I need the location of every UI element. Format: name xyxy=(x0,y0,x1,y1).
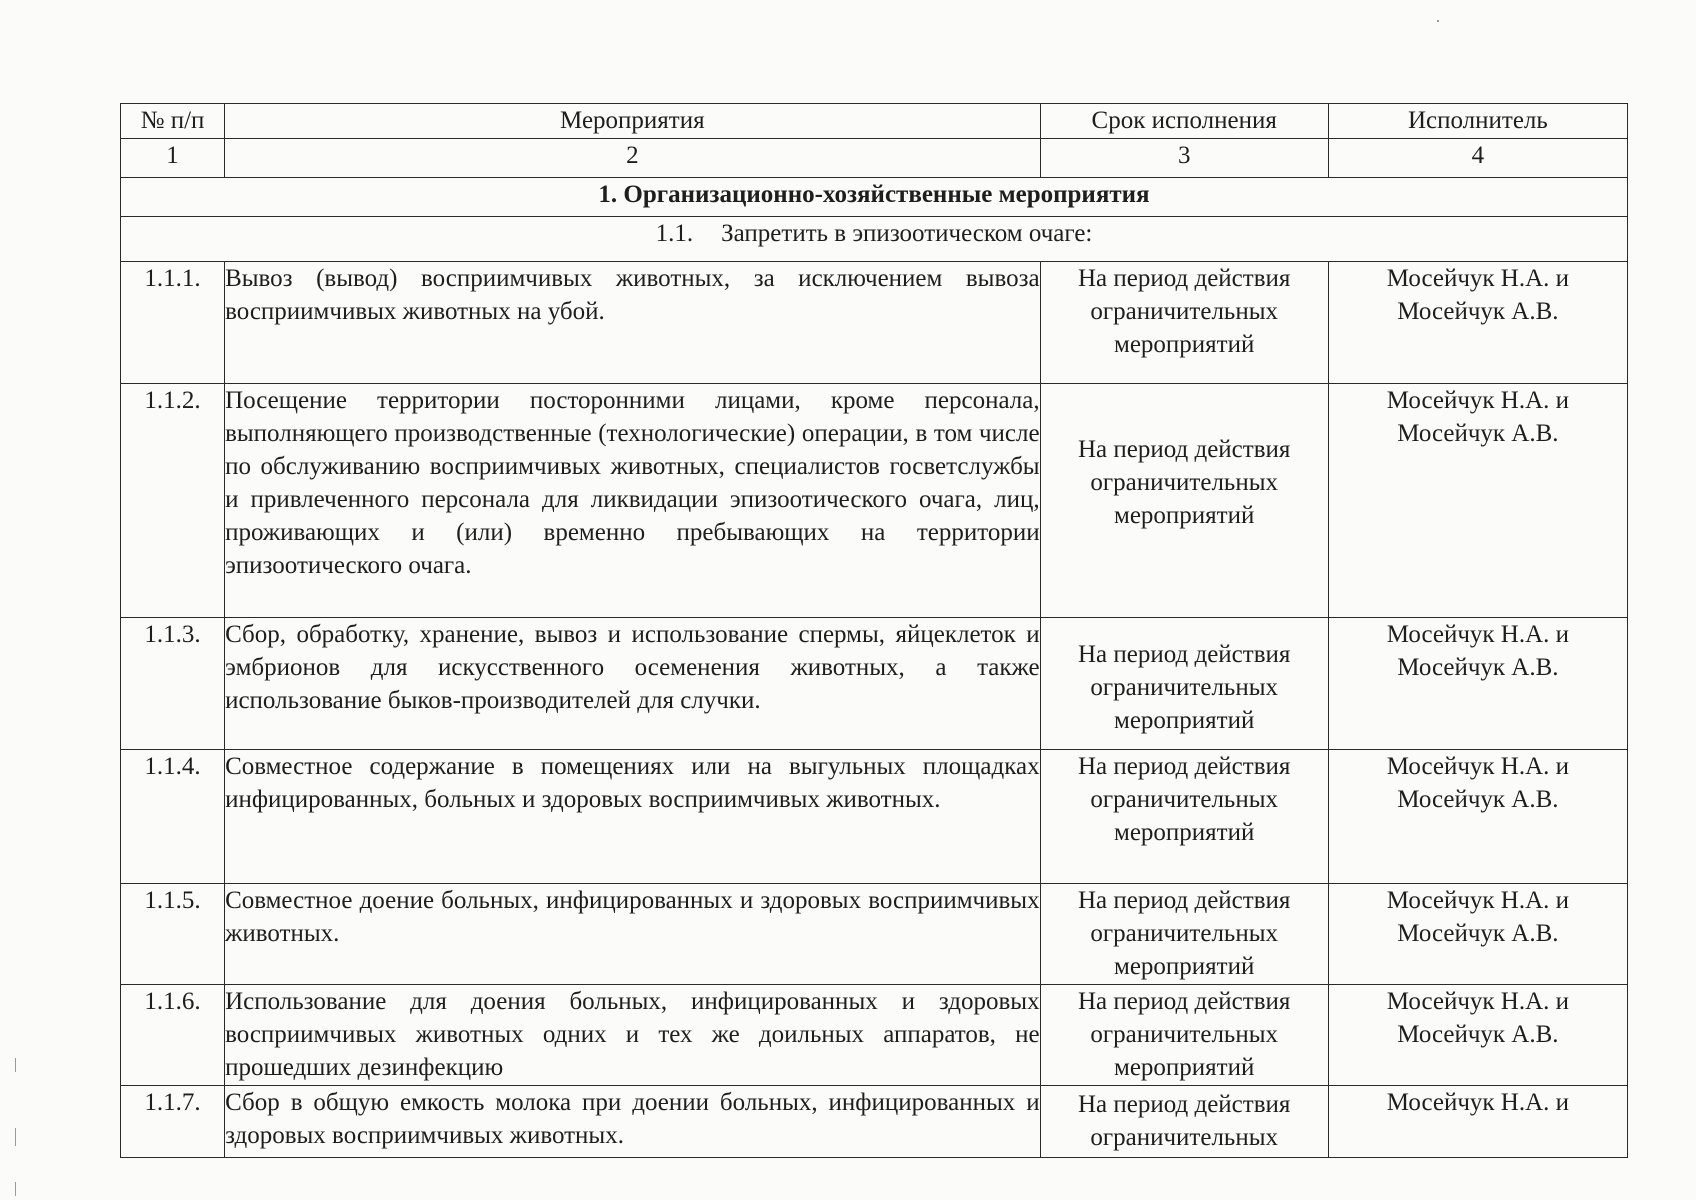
header-deadline: Срок исполнения xyxy=(1040,104,1328,139)
row-executor xyxy=(1328,884,1627,985)
scan-speck xyxy=(1437,20,1439,22)
table-row xyxy=(121,985,1628,1086)
table-row xyxy=(121,750,1628,884)
row-deadline: На период действия ограничительных мероприятий xyxy=(1040,262,1328,384)
executor-line: Мосейчук А.В. xyxy=(1397,786,1559,813)
executor-line: Мосейчук Н.А. и xyxy=(1386,387,1570,414)
row-executor xyxy=(1328,750,1627,884)
row-measure: Посещение территории посторонними лицами, кроме персонала, выполняющего производственные (технологические) операции, в том числе по обслуживанию восприимчивых животных, специалистов госветслужбы и привлеченного персонала для ликвидации эпизоотического очага, лиц, проживающих и (или) временно пребывающих на территории эпизоотического очага. xyxy=(225,384,1041,618)
row-measure: Сбор в общую емкость молока при доении больных, инфицированных и здоровых восприимчивых животных. xyxy=(225,1086,1041,1158)
table-row xyxy=(121,884,1628,985)
executor-line: Мосейчук Н.А. и xyxy=(1386,1089,1570,1116)
subsection-number: 1.1. xyxy=(655,220,694,247)
row-deadline: На период действия ограничительных xyxy=(1040,1086,1328,1158)
row-measure: Сбор, обработку, хранение, вывоз и использование спермы, яйцеклеток и эмбрионов для искусственного осеменения животных, а также использование быков-производителей для случки. xyxy=(225,618,1041,750)
table-row xyxy=(121,384,1628,618)
executor-line: Мосейчук Н.А. и xyxy=(1386,265,1570,292)
column-number-row xyxy=(121,139,1628,178)
header-measures: Мероприятия xyxy=(225,104,1041,139)
row-deadline: На период действия ограничительных мероприятий xyxy=(1040,750,1328,884)
executor-line: Мосейчук Н.А. и xyxy=(1386,887,1570,914)
row-executor xyxy=(1328,262,1627,384)
executor-line: Мосейчук А.В. xyxy=(1397,1021,1559,1048)
row-measure: Использование для доения больных, инфицированных и здоровых восприимчивых животных одних и тех же доильных аппаратов, не прошедших дезинфекцию xyxy=(225,985,1041,1086)
section-row xyxy=(121,178,1628,217)
row-number: 1.1.6. xyxy=(121,985,225,1086)
measures-table xyxy=(120,103,1628,1158)
section-title: 1. Организационно-хозяйственные мероприятия xyxy=(121,178,1628,217)
subsection-title: Запретить в эпизоотическом очаге: xyxy=(721,220,1093,247)
executor-line: Мосейчук А.В. xyxy=(1397,654,1559,681)
row-deadline: На период действия ограничительных мероприятий xyxy=(1040,884,1328,985)
scan-mark-left xyxy=(15,1182,16,1196)
table-row xyxy=(121,262,1628,384)
executor-line: Мосейчук Н.А. и xyxy=(1386,753,1570,780)
subsection-title-cell xyxy=(121,217,1628,262)
row-measure: Совместное содержание в помещениях или на выгульных площадках инфицированных, больных и здоровых восприимчивых животных. xyxy=(225,750,1041,884)
column-number: 2 xyxy=(225,139,1041,178)
table-row xyxy=(121,618,1628,750)
header-executor: Исполнитель xyxy=(1328,104,1627,139)
row-measure: Совместное доение больных, инфицированных и здоровых восприимчивых животных. xyxy=(225,884,1041,985)
row-number: 1.1.5. xyxy=(121,884,225,985)
row-number: 1.1.4. xyxy=(121,750,225,884)
scan-mark-left xyxy=(15,1058,16,1072)
row-deadline: На период действия ограничительных мероприятий xyxy=(1040,384,1328,618)
column-number: 1 xyxy=(121,139,225,178)
column-number: 4 xyxy=(1328,139,1627,178)
header-row xyxy=(121,104,1628,139)
executor-line: Мосейчук Н.А. и xyxy=(1386,621,1570,648)
header-number: № п/п xyxy=(121,104,225,139)
executor-line: Мосейчук А.В. xyxy=(1397,298,1559,325)
row-executor xyxy=(1328,618,1627,750)
table-row xyxy=(121,1086,1628,1158)
executor-line: Мосейчук А.В. xyxy=(1397,420,1559,447)
row-executor xyxy=(1328,384,1627,618)
subsection-row xyxy=(121,217,1628,262)
row-deadline: На период действия ограничительных мероприятий xyxy=(1040,985,1328,1086)
executor-line: Мосейчук Н.А. и xyxy=(1386,988,1570,1015)
row-deadline: На период действия ограничительных мероприятий xyxy=(1040,618,1328,750)
row-executor xyxy=(1328,985,1627,1086)
row-measure: Вывоз (вывод) восприимчивых животных, за исключением вывоза восприимчивых животных на убой. xyxy=(225,262,1041,384)
row-number: 1.1.3. xyxy=(121,618,225,750)
scan-mark-left xyxy=(15,1128,16,1146)
row-executor xyxy=(1328,1086,1627,1158)
column-number: 3 xyxy=(1040,139,1328,178)
row-number: 1.1.2. xyxy=(121,384,225,618)
row-number: 1.1.7. xyxy=(121,1086,225,1158)
row-number: 1.1.1. xyxy=(121,262,225,384)
executor-line: Мосейчук А.В. xyxy=(1397,920,1559,947)
